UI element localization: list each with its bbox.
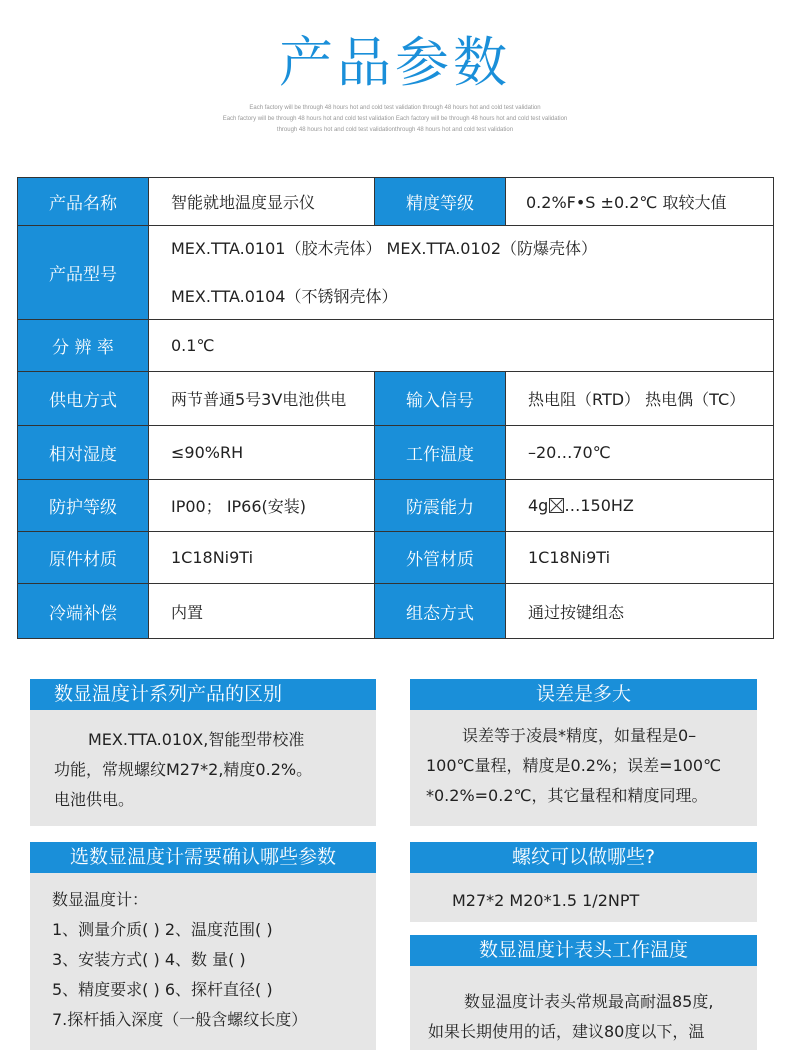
series-difference-title: 数显温度计系列产品的区别 [30, 679, 376, 710]
table-row [18, 372, 774, 426]
spec-label: 产品型号 [18, 226, 149, 320]
spec-label: 分 辨 率 [18, 320, 149, 372]
table-row [18, 426, 774, 480]
body-line: M27*2 M20*1.5 1/2NPT [452, 891, 640, 910]
spec-label: 原件材质 [18, 532, 149, 584]
body-line: 功能，常规螺纹M27*2,精度0.2%。 [54, 760, 313, 779]
confirm-params-card [30, 842, 376, 1050]
error-body [426, 721, 757, 811]
table-row [18, 532, 774, 584]
crossed-box-icon [549, 498, 564, 513]
page-title: 产品参数 [279, 31, 511, 94]
spec-value: 1C18Ni9Ti [149, 532, 375, 584]
shock-value-suffix: …150HZ [564, 496, 634, 515]
spec-value: 两节普通5号3V电池供电 [149, 372, 375, 426]
thread-title: 螺纹可以做哪些? [410, 842, 757, 873]
spec-label: 外管材质 [375, 532, 506, 584]
body-line: 如果长期使用的话，建议80度以下，温 [428, 1022, 705, 1041]
spec-label: 组态方式 [375, 584, 506, 639]
model-line: MEX.TTA.0101（胶木壳体） MEX.TTA.0102（防爆壳体） [171, 238, 597, 258]
spec-label: 产品名称 [18, 178, 149, 226]
head-temp-title: 数显温度计表头工作温度 [410, 935, 757, 966]
fine-print-line: Each factory will be through 48 hours hot and cold test validation Each factory will be through 48 hours hot and cold test validation [222, 116, 568, 122]
fine-print-line: Each factory will be through 48 hours hot and cold test validation through 48 hours hot and cold test validation [249, 105, 541, 111]
spec-label: 精度等级 [375, 178, 506, 226]
thread-body [452, 886, 757, 916]
spec-value: 热电阻（RTD） 热电偶（TC） [506, 372, 774, 426]
spec-value: 通过按键组态 [506, 584, 774, 639]
list-item: 7.探杆插入深度（一般含螺纹长度） [52, 1010, 308, 1029]
spec-label: 工作温度 [375, 426, 506, 480]
spec-value: 1C18Ni9Ti [506, 532, 774, 584]
list-item: 1、测量介质( ) 2、温度范围( ) [52, 920, 273, 939]
spec-value: 智能就地温度显示仪 [149, 178, 375, 226]
confirm-params-title: 选数显温度计需要确认哪些参数 [30, 842, 376, 873]
spec-value: 内置 [149, 584, 375, 639]
spec-table [17, 177, 774, 639]
spec-value: 0.1℃ [149, 320, 774, 372]
table-row [18, 226, 774, 320]
table-row [18, 584, 774, 639]
head-temp-card [410, 935, 757, 1050]
spec-value: –20…70℃ [506, 426, 774, 480]
shock-value-prefix: 4g [528, 496, 549, 515]
body-line: 电池供电。 [54, 790, 135, 809]
head-temp-body [428, 987, 757, 1047]
table-row [18, 178, 774, 226]
table-row [18, 480, 774, 532]
body-line: 数显温度计表头常规最高耐温85度, [464, 992, 714, 1011]
spec-label: 防护等级 [18, 480, 149, 532]
fine-print-line: through 48 hours hot and cold test validationthrough 48 hours hot and cold test validation [276, 127, 514, 133]
series-difference-card [30, 679, 376, 826]
spec-value [506, 480, 774, 532]
spec-label: 防震能力 [375, 480, 506, 532]
body-line: 100℃量程，精度是0.2%；误差=100℃ [426, 756, 722, 775]
error-card [410, 679, 757, 826]
body-line: MEX.TTA.010X,智能型带校准 [88, 730, 305, 749]
spec-label: 输入信号 [375, 372, 506, 426]
list-item: 5、精度要求( ) 6、探杆直径( ) [52, 980, 273, 999]
list-item: 3、安装方式( ) 4、数 量( ) [52, 950, 246, 969]
spec-label: 供电方式 [18, 372, 149, 426]
spec-label: 冷端补偿 [18, 584, 149, 639]
table-row [18, 320, 774, 372]
spec-value: ≤90%RH [149, 426, 375, 480]
body-line: 误差等于凌晨*精度，如量程是0– [462, 726, 697, 745]
spec-value: 0.2%F•S ±0.2℃ 取较大值 [506, 178, 774, 226]
spec-value [149, 226, 774, 320]
series-difference-body [54, 725, 376, 815]
model-line: MEX.TTA.0104（不锈钢壳体） [171, 286, 398, 306]
confirm-params-body [52, 885, 376, 1035]
spec-label: 相对湿度 [18, 426, 149, 480]
body-line: *0.2%=0.2℃，其它量程和精度同理。 [426, 786, 708, 805]
spec-value: IP00； IP66(安装) [149, 480, 375, 532]
error-title: 误差是多大 [410, 679, 757, 710]
thread-card [410, 842, 757, 922]
body-line: 数显温度计： [52, 890, 149, 909]
